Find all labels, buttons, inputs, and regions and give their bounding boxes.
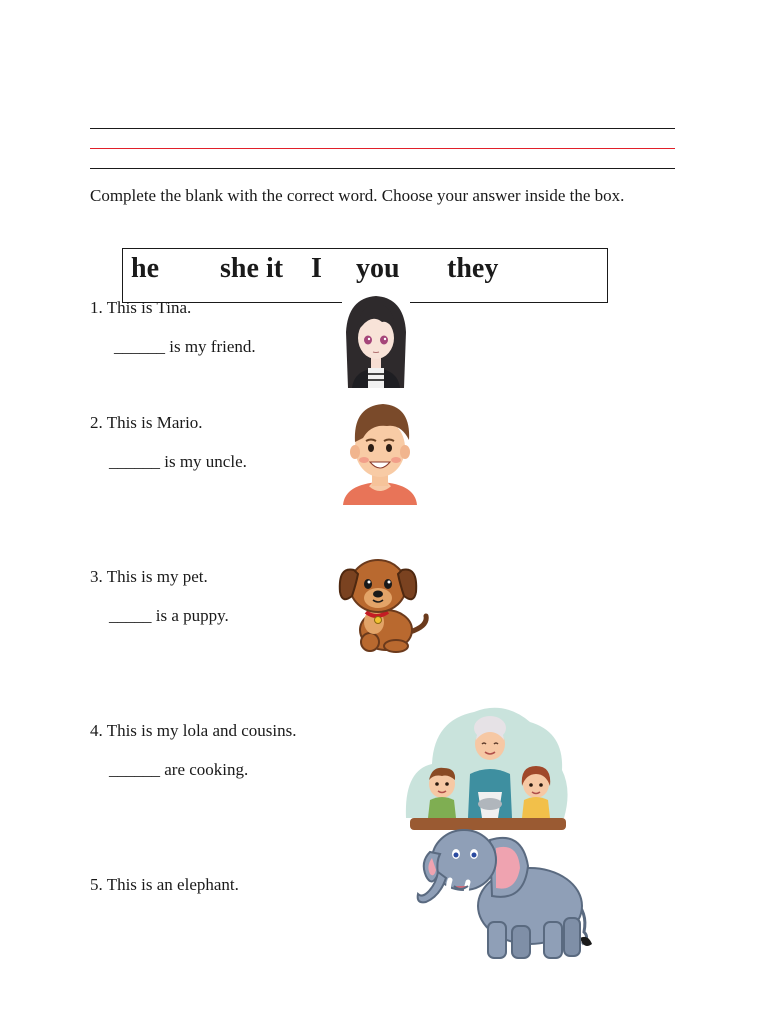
family-cooking-icon	[404, 700, 572, 838]
question-4-blank: ______ are cooking.	[109, 760, 249, 779]
word-choice: I	[311, 253, 322, 284]
word-choice: you	[356, 253, 400, 284]
top-guide-line	[90, 128, 675, 129]
word-choice: it	[266, 253, 284, 284]
middle-guide-line	[90, 148, 675, 149]
instructions: Complete the blank with the correct word. Choose your answer inside the box.	[90, 186, 625, 205]
question-1-sentence: 1. This is Tina.	[90, 298, 192, 317]
girl-icon	[342, 292, 410, 388]
question-3-blank: _____ is a puppy.	[109, 606, 229, 625]
question-3-sentence: 3. This is my pet.	[90, 567, 208, 586]
question-1-blank: ______ is my friend.	[114, 337, 256, 356]
bottom-guide-line	[90, 168, 675, 169]
boy-icon	[343, 400, 417, 505]
elephant-icon	[412, 822, 596, 964]
word-choice: he	[131, 253, 159, 284]
question-2-blank: ______ is my uncle.	[109, 452, 247, 471]
word-choice: they	[447, 253, 499, 284]
question-4-sentence: 4. This is my lola and cousins.	[90, 721, 297, 740]
word-choice: she	[220, 253, 259, 284]
question-5-sentence: 5. This is an elephant.	[90, 875, 239, 894]
question-2-sentence: 2. This is Mario.	[90, 413, 203, 432]
puppy-icon	[336, 550, 430, 654]
